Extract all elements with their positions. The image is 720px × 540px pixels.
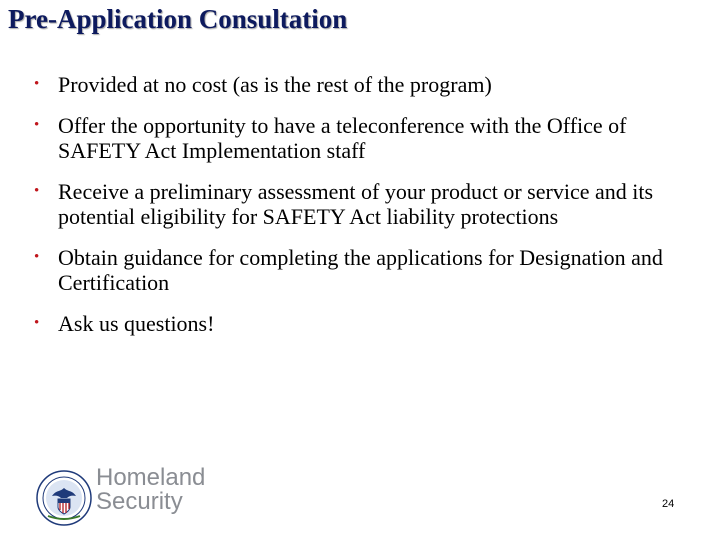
bullet-item [34, 245, 694, 295]
brand-line2: Security [96, 488, 183, 515]
bullet-dot-icon: • [34, 76, 40, 92]
bullet-dot-icon: • [34, 249, 40, 265]
page-number: 24 [662, 498, 675, 510]
bullet-text: Provided at no cost (as is the rest of the program) [58, 72, 492, 97]
bullet-item [34, 311, 694, 336]
bullet-item [34, 179, 694, 229]
bullet-list [34, 72, 694, 352]
bullet-item [34, 113, 694, 163]
bullet-text: Offer the opportunity to have a teleconference with the Office of SAFETY Act Implementation staff [58, 113, 627, 163]
brand-line1: Homeland [96, 464, 206, 491]
slide-title: Pre-Application Consultation [8, 4, 348, 34]
bullet-dot-icon: • [34, 117, 40, 133]
bullet-dot-icon: • [34, 315, 40, 331]
bullet-dot-icon: • [34, 183, 40, 199]
dhs-seal-icon [36, 470, 92, 526]
bullet-text: Ask us questions! [58, 311, 215, 336]
bullet-text: Receive a preliminary assessment of your product or service and its potential eligibility for SAFETY Act liability protections [58, 179, 654, 229]
bullet-text: Obtain guidance for completing the applications for Designation and Certification [58, 245, 663, 295]
homeland-security-logo [96, 466, 205, 514]
bullet-item [34, 72, 694, 97]
